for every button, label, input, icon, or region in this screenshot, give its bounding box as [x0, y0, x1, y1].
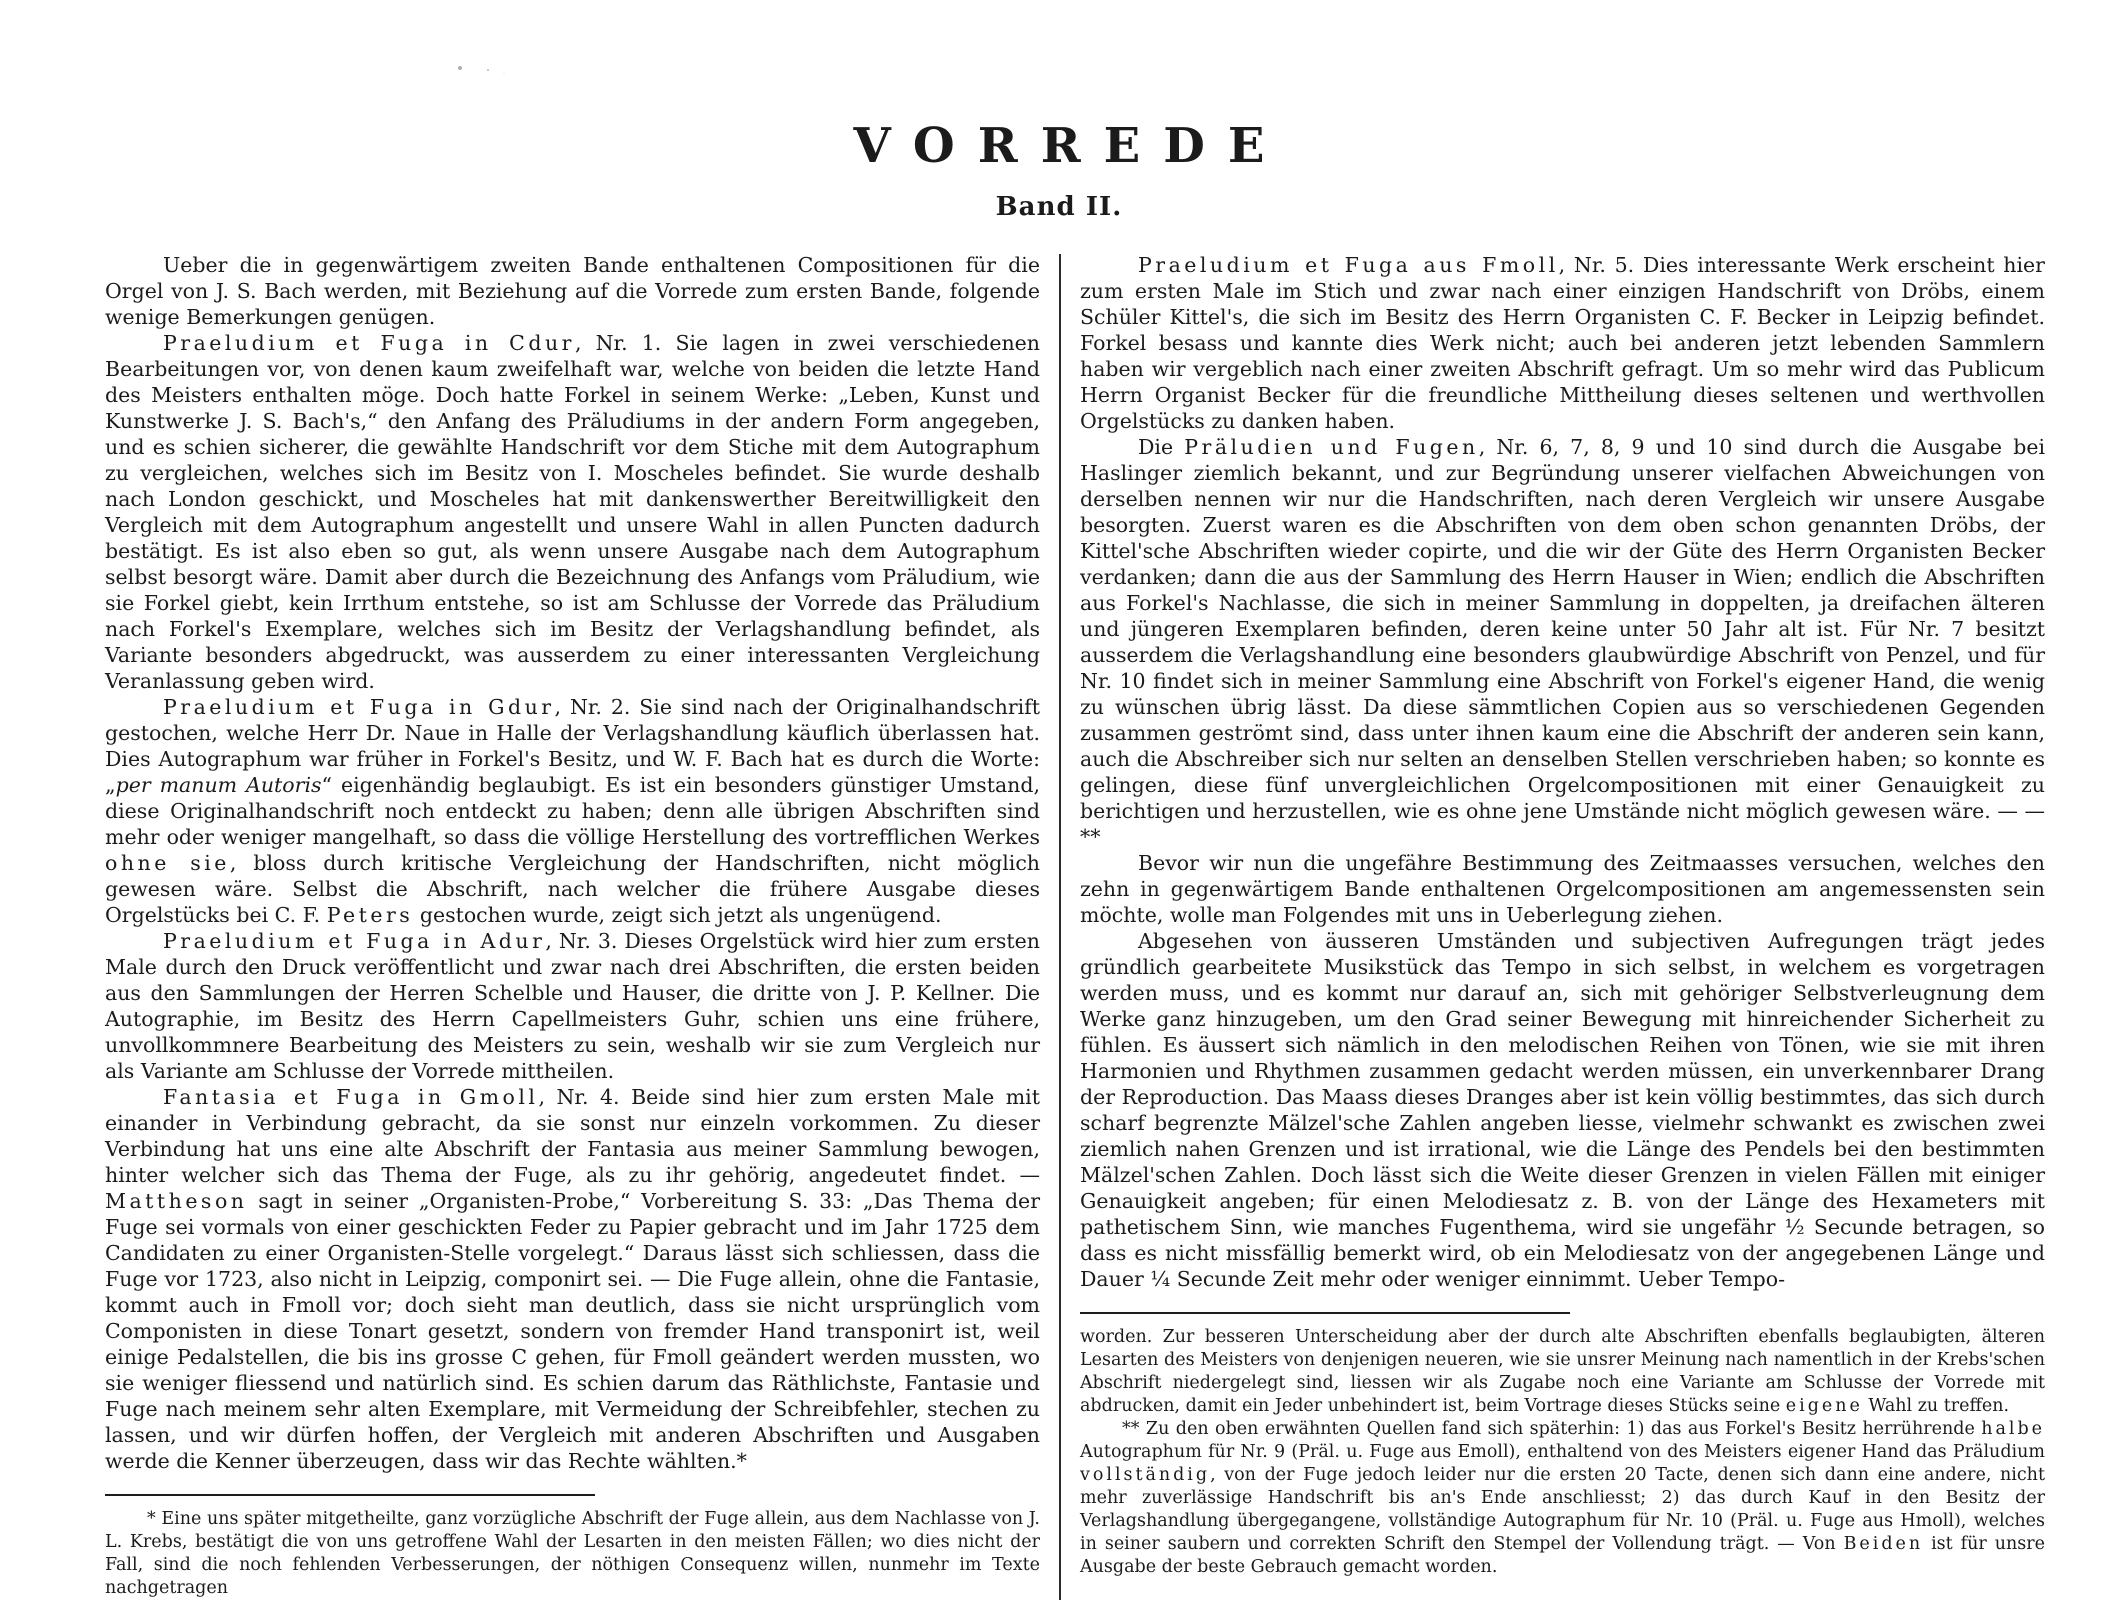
text-segment: Praeludium et Fuga in Cdur	[163, 331, 575, 355]
page-subtitle: Band II.	[995, 192, 1123, 222]
column-left-body	[105, 252, 1040, 1474]
column-left-footnote	[105, 1508, 1040, 1600]
text-segment: Praeludium et Fuga in Gdur	[163, 695, 555, 719]
text-segment: , Nr. 5. Dies interessante Werk erscheint hier zum ersten Male im Stich und zwar nach einer einzigen Handschrift von Dröbs, einem Schüler Kittel's, die sich im Besitz des Herrn Organisten C. F. Becker in Leipzig befindet. Forkel besass und kannte dies Werk nicht; auch bei anderen jetzt lebenden Sammlern haben wir vergeblich nach einer zweiten Abschrift gefragt. Um so mehr wird das Publicum Herrn Organist Becker für die freundliche Mittheilung dieses seltenen und werthvollen Orgelstücks zu danken haben.	[1080, 253, 2045, 433]
main-paragraph	[105, 252, 1040, 330]
text-segment: , Nr. 4. Beide sind hier zum ersten Male mit einander in Verbindung gebracht, da sie sonst nur einzeln vorkommen. Zu dieser Verbindung hat uns eine alte Abschrift der Fantasia aus meiner Sammlung bewogen, hinter welcher sich das Thema der Fuge, als zu ihr gehörig, angedeutet findet. —	[105, 1085, 1040, 1187]
text-segment: Peters	[326, 903, 414, 927]
column-right	[1080, 252, 2045, 1600]
text-segment: “ eigenhändig beglaubigt. Es ist ein besonders günstiger Umstand, diese Originalhandschrift noch entdeckt zu haben; denn alle übrigen Abschriften sind mehr oder weniger mangelhaft, so dass die völlige Herstellung des vortrefflichen Werkes	[105, 773, 1041, 849]
text-segment: eigene	[1785, 1396, 1863, 1416]
main-paragraph	[105, 694, 1040, 928]
text-segment: Praeludium et Fuga aus Fmoll	[1138, 253, 1559, 277]
text-segment: , von der Fuge jedoch leider nur die ersten 20 Tacte, denen sich dann eine andere, nicht mehr zuverlässige Handschrift bis an's Ende anschliesst; 2) das durch Kauf in den Besitz der Verlagshandlung übergegangene, vollständige Autographum für Nr. 10 (Präl. u. Fuge aus Hmoll), welches in seiner saubern und correkten Schrift den Stempel der Vollendung trägt. — Von	[1080, 1465, 2045, 1554]
text-segment: Wahl zu treffen.	[1862, 1396, 2010, 1416]
footnote-separator-left	[105, 1494, 595, 1496]
text-segment: sagt in seiner „Organisten-Probe,“ Vorbereitung S. 33: „Das Thema der Fuge sei vormals von einer geschickten Feder zu Papier gebracht und im Jahr 1725 dem Candidaten zu einer Organisten-Stelle vorgelegt.“ Daraus lässt sich schliessen, dass die Fuge vor 1723, also nicht in Leipzig, componirt sei. — Die Fuge allein, ohne die Fantasie, kommt auch in Fmoll vor; doch sieht man deutlich, dass sie nicht ursprünglich vom Componisten in diese Tonart gesetzt, sondern von fremder Hand transponirt ist, weil einige Pedalstellen, die bis ins grosse C gehen, für Fmoll geändert werden mussten, wo sie weniger fliessend und natürlich sind. Es schien darum das Räthlichste, Fantasie und Fuge nach meinem sehr alten Exemplare, mit Vermeidung der Schreibfehler, stechen zu lassen, und wir dürfen hoffen, der Vergleich mit anderen Abschriften und Ausgaben werde die Kenner überzeugen, dass wir das Rechte wählten.*	[105, 1189, 1040, 1473]
text-segment: halbe	[1981, 1419, 2045, 1439]
text-segment: , Nr. 6, 7, 8, 9 und 10 sind durch die Ausgabe bei Haslinger ziemlich bekannt, und zur Begründung unserer vielfachen Abweichungen von derselben nennen wir nur die Handschriften, nach deren Vergleich wir unsere Ausgabe besorgten. Zuerst waren es die Abschriften von dem oben schon genannten Dröbs, der Kittel'sche Abschriften wieder copirte, und die wir der Güte des Herrn Organisten Becker verdanken; dann die aus der Sammlung des Herrn Hauser in Wien; endlich die Abschriften aus Forkel's Nachlasse, die sich in meiner Sammlung in doppelten, ja dreifachen älteren und jüngeren Exemplaren befinden, deren keine unter 50 Jahr alt ist. Für Nr. 7 besitzt ausserdem die Verlagshandlung eine besonders glaubwürdige Abschrift von Penzel, und für Nr. 10 findet sich in meiner Sammlung eine Abschrift von Forkel's eigener Hand, die wenig zu wünschen übrig lässt. Da diese sämmtlichen Copien aus so verschiedenen Gegenden zusammen geströmt sind, dass unter ihnen kaum eine die Abschrift der anderen sein kann, auch die Abschreiber sich nur selten an denselben Stellen verschrieben haben; so konnte es gelingen, diese fünf unvergleichlichen Orgelcompositionen mit einer Genauigkeit zu berichtigen und herzustellen, wie es ohne jene Umstände nicht möglich gewesen wäre. — —**	[1080, 435, 2046, 849]
text-segment: ** Zu den oben erwähnten Quellen fand sich späterhin: 1) das aus Forkel's Besitz herrührende	[1122, 1419, 1982, 1439]
main-paragraph	[105, 1084, 1040, 1474]
main-paragraph	[1080, 252, 2045, 434]
main-paragraph	[105, 928, 1040, 1084]
text-segment: , Nr. 1. Sie lagen in zwei verschiedenen Bearbeitungen vor, von denen kaum zweifelhaft war, welche von beiden die letzte Hand des Meisters enthalten möge. Doch hatte Forkel in seinem Werke: „Leben, Kunst und Kunstwerke J. S. Bach's,“ den Anfang des Präludiums in der andern Form angegeben, und es schien sicherer, die gewählte Handschrift vor dem Stiche mit dem Autographum zu vergleichen, welches sich im Besitz von I. Moscheles befindet. Sie wurde deshalb nach London geschickt, und Moscheles hat mit dankenswerther Bereitwilligkeit den Vergleich mit dem Autographum angestellt und unsere Wahl in allen Puncten dadurch bestätigt. Es ist also eben so gut, als wenn unsere Ausgabe nach dem Autographum selbst besorgt wäre. Damit aber durch die Bezeichnung des Anfangs vom Präludium, wie sie Forkel giebt, kein Irrthum entstehe, so ist am Schlusse der Vorrede das Präludium nach Forkel's Exemplare, welches sich im Besitz der Verlagshandlung befindet, als Variante besonders abgedruckt, was ausserdem zu einer interessanten Vergleichung Veranlassung geben wird.	[105, 331, 1040, 693]
text-segment: ohne sie	[105, 851, 230, 875]
main-paragraph	[1080, 434, 2045, 850]
column-right-footnote	[1080, 1326, 2045, 1579]
text-segment: Die	[1138, 435, 1185, 459]
text-segment: , Nr. 2. Sie sind nach der Originalhandschrift gestochen, welche Herr Dr. Naue in Halle der Verlagshandlung käuflich überlassen hat. Dies Autographum war früher in Forkel's Besitz, und W. F. Bach hat es durch die Worte: „	[105, 695, 1041, 797]
footnote-paragraph	[1080, 1418, 2045, 1579]
text-segment: Präludien und Fugen	[1184, 435, 1479, 459]
text-segment: Beiden	[1843, 1534, 1924, 1554]
text-segment: per manum Autoris	[115, 773, 322, 797]
main-paragraph	[1080, 928, 2045, 1292]
footnote-paragraph	[1080, 1326, 2045, 1418]
text-segment: , bloss durch kritische Vergleichung der Handschriften, nicht möglich gewesen wäre. Selbst die Abschrift, nach welcher die frühere Ausgabe dieses Orgelstücks bei C. F.	[105, 851, 1041, 927]
text-segment: Praeludium et Fuga in Adur	[163, 929, 546, 953]
column-divider	[1059, 254, 1061, 1600]
text-segment: Mattheson	[105, 1189, 248, 1213]
main-paragraph	[105, 330, 1040, 694]
text-segment: Bevor wir nun die ungefähre Bestimmung des Zeitmaasses versuchen, welches den zehn in gegenwärtigem Bande enthaltenen Orgelcompositionen am angemessensten sein möchte, wolle man Folgendes mit uns in Ueberlegung ziehen.	[1080, 851, 2045, 927]
text-segment: worden. Zur besseren Unterscheidung aber der durch alte Abschriften ebenfalls beglaubigten, älteren Lesarten des Meisters von denjenigen neueren, wie sie unsrer Meinung nach namentlich in der Krebs'schen Abschrift niedergelegt sind, liessen wir als Zugabe noch eine Variante am Schlusse der Vorrede mit abdrucken, damit ein Jeder unbehindert ist, beim Vortrage dieses Stücks seine	[1080, 1327, 2045, 1416]
text-segment: * Eine uns später mitgetheilte, ganz vorzügliche Abschrift der Fuge allein, aus dem Nachlasse von J. L. Krebs, bestätigt die von uns getroffene Wahl der Lesarten in den meisten Fällen; wo dies nicht der Fall, sind die noch fehlenden Verbesserungen, der nöthigen Consequenz willen, nunmehr im Texte nachgetragen	[105, 1509, 1040, 1598]
page-title: VORREDE	[853, 118, 1288, 174]
text-segment: , Nr. 3. Dieses Orgelstück wird hier zum ersten Male durch den Druck veröffentlicht und zwar nach drei Abschriften, die ersten beiden aus den Sammlungen der Herren Schelble und Hauser, die dritte von J. P. Kellner. Die Autographie, im Besitz des Herrn Capellmeisters Guhr, schien uns eine frühere, unvollkommnere Bearbeitung des Meisters zu sein, weshalb wir sie zum Vergleich nur als Variante am Schlusse der Vorrede mittheilen.	[105, 929, 1040, 1083]
main-paragraph	[1080, 850, 2045, 928]
column-left	[105, 252, 1040, 1600]
footnote-paragraph	[105, 1508, 1040, 1600]
scan-artifact	[458, 66, 462, 70]
text-segment: Autographum für Nr. 9 (Präl. u. Fuge aus Emoll), enthaltend von des Meisters eigener Hand das Präludium	[1080, 1442, 2045, 1462]
text-segment: Abgesehen von äusseren Umständen und subjectiven Aufregungen trägt jedes gründlich gearbeitete Musikstück das Tempo in sich selbst, in welchem es vorgetragen werden muss, und es kommt nur darauf an, sich mit gehöriger Selbstverleugnung dem Werke ganz hinzugeben, um den Grad seiner Bewegung mit hinreichender Sicherheit zu fühlen. Es äussert sich nämlich in den melodischen Reihen von Tönen, wie sie mit ihren Harmonien und Rhythmen zusammen gedacht werden müssen, ein unverkennbarer Drang der Reproduction. Das Maass dieses Dranges aber ist kein völlig bestimmtes, das sich durch scharf begrenzte Mälzel'sche Zahlen angeben liesse, vielmehr schwankt es zwischen zwei ziemlich nahen Grenzen und ist irrational, wie die Länge des Pendels bei den bestimmten Mälzel'schen Zahlen. Doch lässt sich die Weite dieser Grenzen in vielen Fällen mit einiger Genauigkeit angeben; für einen Melodiesatz z. B. von der Länge des Hexameters mit pathetischem Sinn, wie manches Fugenthema, wird sie ungefähr ½ Secunde betragen, so dass es nicht missfällig bemerkt wird, ob ein Melodiesatz von der angegebenen Länge und Dauer ¼ Secunde Zeit mehr oder weniger einnimmt. Ueber Tempo-	[1080, 929, 2045, 1291]
text-segment: Fantasia et Fuga in Gmoll	[163, 1085, 539, 1109]
text-segment: gestochen wurde, zeigt sich jetzt als ungenügend.	[413, 903, 942, 927]
text-columns	[105, 252, 2047, 1600]
column-right-body	[1080, 252, 2045, 1292]
footnote-separator-right	[1080, 1312, 1570, 1314]
text-segment: ist für unsre Ausgabe der beste Gebrauch gemacht worden.	[1080, 1534, 2046, 1577]
text-segment: vollständig	[1080, 1465, 1211, 1485]
text-segment: Ueber die in gegenwärtigem zweiten Bande enthaltenen Compositionen für die Orgel von J. S. Bach werden, mit Beziehung auf die Vorrede zum ersten Bande, folgende wenige Bemerkungen genügen.	[105, 253, 1040, 329]
